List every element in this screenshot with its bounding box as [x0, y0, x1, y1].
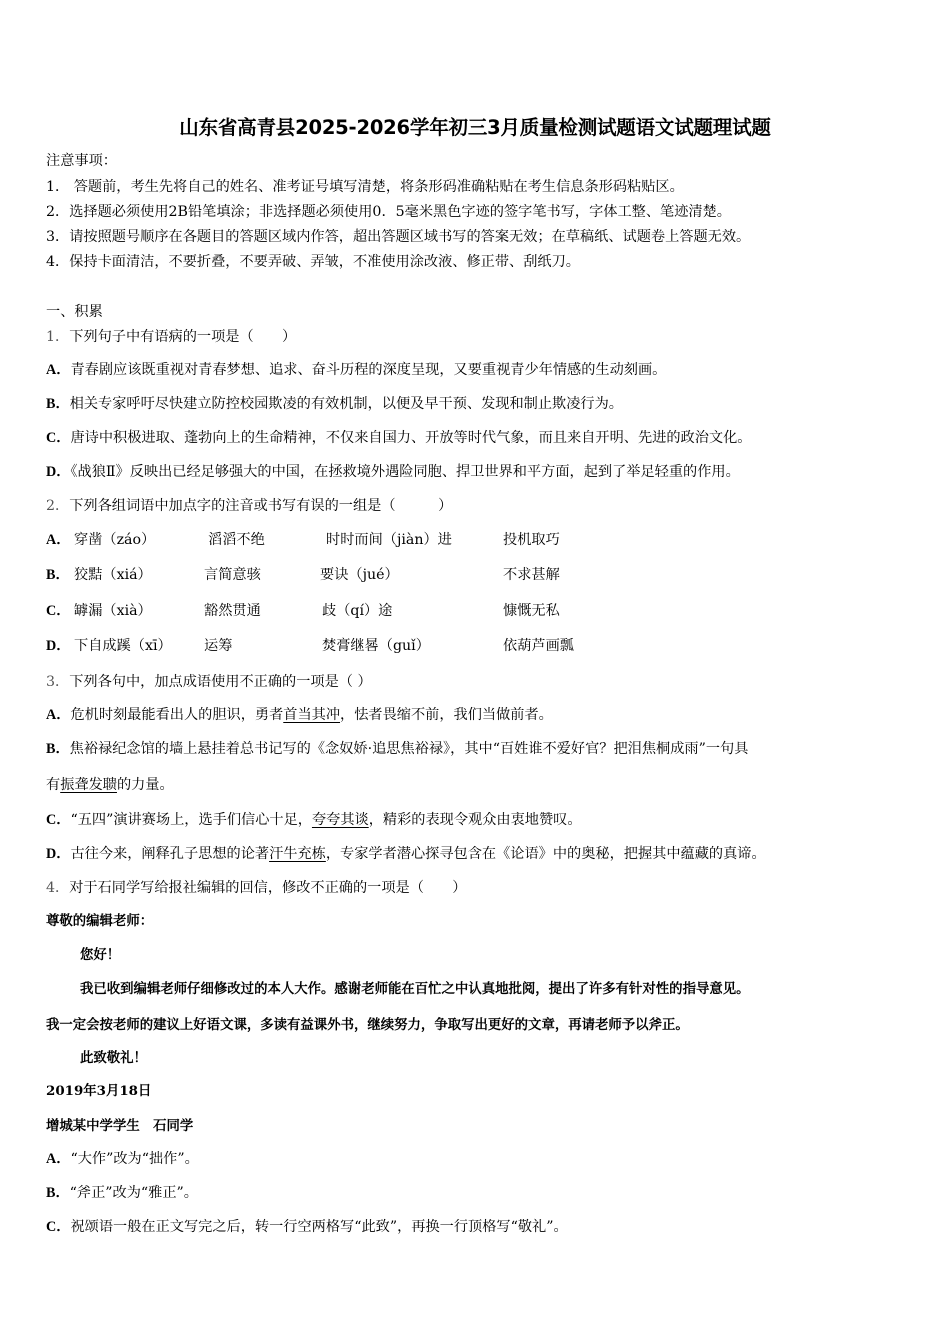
question-text: 下列各句中，加点成语使用不正确的一项是（ ） — [69, 674, 372, 690]
option-text: ，怯者畏缩不前，我们当做前者。 — [340, 707, 553, 723]
option-label: B． — [46, 741, 70, 757]
option-label: A． — [46, 707, 71, 723]
question-1-stem — [46, 328, 296, 346]
letter-salutation: 尊敬的编辑老师： — [46, 913, 154, 929]
option-text: “大作”改为“拙作”。 — [70, 1151, 199, 1167]
option-text: 《战狼Ⅱ》反映出已经足够强大的中国，在拯救境外遇险同胞、捍卫世界和平方面，起到了举足轻重的作用。 — [70, 464, 740, 480]
question-number: 1． — [46, 329, 70, 345]
q3-option-a — [46, 706, 553, 724]
q3-option-b-cont — [46, 776, 174, 794]
option-text: 祝颂语一般在正文写完之后，转一行空两格写“此致”，再换一行顶格写“敬礼”。 — [70, 1219, 568, 1235]
question-number: 4． — [46, 880, 70, 896]
word-cell: 穿凿（záo） — [74, 532, 156, 548]
letter-body: 我已收到编辑老师仔细修改过的本人大作。感谢老师能在百忙之中认真地批阅，提出了许多有针对性的指导意见。 — [80, 981, 750, 997]
option-text: “五四”演讲赛场上，选手们信心十足， — [70, 812, 312, 828]
option-text: 有 — [46, 777, 61, 793]
word-cell: 歧（qí）途 — [322, 603, 393, 619]
option-label: D． — [46, 638, 71, 654]
word-cell: 言简意骇 — [204, 567, 261, 583]
option-text: 唐诗中积极进取、蓬勃向上的生命精神，不仅来自国力、开放等时代气象，而且来自开明、先进的政治文化。 — [70, 430, 752, 446]
option-text: 危机时刻最能看出人的胆识，勇者 — [70, 707, 284, 723]
option-text: “斧正”改为“雅正”。 — [69, 1185, 198, 1201]
question-4-stem — [46, 879, 466, 897]
option-label: A． — [46, 532, 71, 548]
option-text: 的力量。 — [116, 777, 174, 793]
question-number: 2． — [46, 498, 70, 514]
notice-item: 1． 答题前，考生先将自己的姓名、准考证号填写清楚，将条形码准确粘贴在考生信息条形码粘贴区。 — [46, 179, 684, 195]
letter-signature: 增城某中学学生 石同学 — [46, 1118, 194, 1134]
q3-option-c — [46, 811, 582, 829]
letter-greeting: 您好！ — [80, 947, 121, 963]
q1-option-b — [46, 395, 623, 413]
option-label: D． — [46, 846, 71, 862]
option-text: 焦裕禄纪念馆的墙上悬挂着总书记写的《念奴娇·追思焦裕禄》，其中“百姓谁不爱好官？把泪焦桐成雨”一句具 — [69, 741, 749, 757]
word-cell: 焚膏继晷（guǐ） — [322, 638, 430, 654]
q1-option-d — [46, 463, 740, 481]
idiom: 夸夸其谈 — [311, 812, 369, 828]
notice-item: 3．请按照题号顺序在各题目的答题区域内作答，超出答题区域书写的答案无效；在草稿纸、试题卷上答题无效。 — [46, 229, 751, 245]
section-heading: 一、积累 — [46, 304, 103, 320]
option-label: B． — [46, 1185, 70, 1201]
notice-item: 2．选择题必须使用2B铅笔填涂；非选择题必须使用0．5毫米黑色字迹的签字笔书写，字体工整、笔迹清楚。 — [46, 204, 731, 220]
letter-closing: 此致敬礼！ — [80, 1050, 147, 1066]
q4-option-b — [46, 1184, 198, 1202]
option-label: C． — [46, 812, 71, 828]
question-3-stem — [46, 673, 372, 691]
notice-item: 4．保持卡面清洁，不要折叠，不要弄破、弄皱，不准使用涂改液、修正带、刮纸刀。 — [46, 254, 580, 270]
q3-option-b — [46, 740, 748, 758]
idiom: 振聋发聩 — [60, 777, 117, 793]
option-text: 古往今来，阐释孔子思想的论著 — [70, 846, 270, 862]
word-cell: 下自成蹊（xī） — [74, 638, 172, 654]
word-cell: 不求甚解 — [503, 567, 560, 583]
q1-option-a — [46, 361, 666, 379]
idiom: 首当其冲 — [283, 707, 341, 723]
word-cell: 投机取巧 — [503, 532, 560, 548]
q4-option-a — [46, 1150, 199, 1168]
option-label: C． — [46, 430, 71, 446]
option-label: B． — [46, 396, 70, 412]
option-label: B． — [46, 567, 70, 583]
q3-option-d — [46, 845, 766, 863]
option-text: 青春剧应该既重视对青春梦想、追求、奋斗历程的深度呈现，又要重视青少年情感的生动刻画。 — [70, 362, 667, 378]
letter-date: 2019年3月18日 — [46, 1083, 152, 1099]
word-cell: 时时而间（jiàn）进 — [326, 532, 452, 548]
word-cell: 依葫芦画瓢 — [503, 638, 574, 654]
word-cell: 豁然贯通 — [204, 603, 261, 619]
word-cell: 滔滔不绝 — [208, 532, 265, 548]
word-cell: 运筹 — [204, 638, 233, 654]
option-text: ，专家学者潜心探寻包含在《论语》中的奥秘，把握其中蕴藏的真谛。 — [325, 846, 766, 862]
word-cell: 要诀（jué） — [320, 567, 399, 583]
option-label: A． — [46, 362, 71, 378]
word-cell: 慷慨无私 — [503, 603, 560, 619]
notice-heading: 注意事项： — [46, 153, 117, 169]
option-text: ，精彩的表现令观众由衷地赞叹。 — [368, 812, 582, 828]
question-number: 3． — [46, 674, 70, 690]
q4-option-c — [46, 1218, 568, 1236]
option-label: C． — [46, 603, 71, 619]
option-text: 相关专家呼吁尽快建立防控校园欺凌的有效机制，以便及早干预、发现和制止欺凌行为。 — [69, 396, 623, 412]
idiom: 汗牛充栋 — [269, 846, 326, 862]
question-text: 下列句子中有语病的一项是（ ） — [69, 329, 297, 345]
option-label: A． — [46, 1151, 71, 1167]
question-text: 下列各组词语中加点字的注音或书写有误的一组是（ ） — [69, 498, 453, 514]
q1-option-c — [46, 429, 751, 447]
option-label: C． — [46, 1219, 71, 1235]
word-cell: 罅漏（xià） — [74, 603, 152, 619]
option-label: D． — [46, 464, 71, 480]
question-2-stem — [46, 497, 452, 515]
word-cell: 狡黠（xiá） — [74, 567, 152, 583]
page-title: 山东省高青县2025-2026学年初三3月质量检测试题语文试题理试题 — [179, 116, 771, 139]
letter-body: 我一定会按老师的建议上好语文课，多读有益课外书，继续努力，争取写出更好的文章，再请老师予以斧正。 — [46, 1017, 689, 1033]
question-text: 对于石同学写给报社编辑的回信，修改不正确的一项是（ ） — [69, 880, 467, 896]
